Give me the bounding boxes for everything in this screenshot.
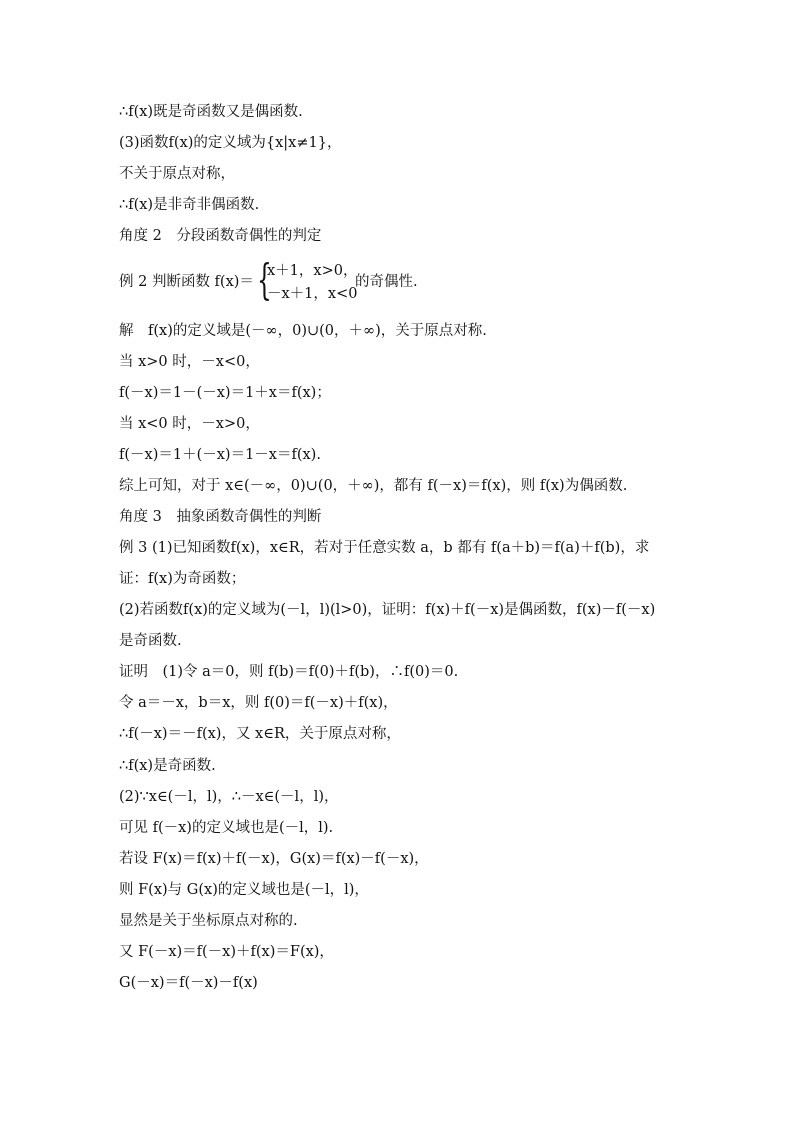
text-line: 例 3 (1)已知函数f(x)，x∈R，若对于任意实数 a，b 都有 f(a＋b)＝f(a)＋f(b)，求	[119, 540, 650, 556]
text-line: ∴f(x)是非奇非偶函数.	[119, 197, 260, 213]
text-line: 不关于原点对称，	[119, 166, 235, 182]
example-2-suffix: 的奇偶性.	[355, 274, 418, 290]
section-heading: 角度 2 分段函数奇偶性的判定	[119, 228, 322, 244]
text-line: f(－x)＝1－(－x)＝1＋x＝f(x)；	[119, 385, 331, 401]
text-line: 证明 (1)令 a＝0，则 f(b)＝f(0)＋f(b)，∴f(0)＝0.	[119, 664, 459, 680]
text-line: 当 x<0 时，－x>0，	[119, 416, 260, 432]
left-brace-symbol: {	[257, 255, 272, 304]
text-line: 综上可知，对于 x∈(－∞，0)∪(0，＋∞)，都有 f(－x)＝f(x)，则 f(x)为偶函数.	[119, 478, 628, 494]
text-line: 显然是关于坐标原点对称的.	[119, 913, 298, 929]
text-line: (2)若函数f(x)的定义域为(－l，l)(l>0)，证明：f(x)＋f(－x)是偶函数，f(x)－f(－x)	[119, 602, 656, 618]
piecewise-case-1: x＋1，x>0，	[267, 263, 358, 279]
text-line: ∴f(－x)＝－f(x)，又 x∈R，关于原点对称，	[119, 726, 401, 742]
text-line: 若设 F(x)＝f(x)＋f(－x)，G(x)＝f(x)－f(－x)，	[119, 851, 429, 867]
text-line: ∴f(x)是奇函数.	[119, 758, 216, 774]
piecewise-case-2: －x＋1，x<0	[267, 286, 358, 302]
text-line: 是奇函数.	[119, 633, 182, 649]
text-line: ∴f(x)既是奇函数又是偶函数.	[119, 104, 303, 120]
text-line: (2)∵x∈(－l，l)，∴－x∈(－l，l)，	[119, 789, 339, 805]
text-line: 又 F(－x)＝f(－x)＋f(x)＝F(x)，	[119, 944, 334, 960]
text-line: (3)函数f(x)的定义域为{x|x≠1}，	[119, 135, 342, 151]
text-line: G(－x)＝f(－x)－f(x)	[119, 975, 258, 991]
text-line: 当 x>0 时，－x<0，	[119, 354, 260, 370]
text-line: f(－x)＝1＋(－x)＝1－x＝f(x).	[119, 447, 321, 463]
text-line: 证：f(x)为奇函数；	[119, 571, 246, 587]
example-2-prefix: 例 2 判断函数 f(x)＝	[119, 274, 254, 290]
text-line: 解 f(x)的定义域是(－∞，0)∪(0，＋∞)，关于原点对称.	[119, 323, 487, 339]
text-line: 令 a＝－x，b＝x，则 f(0)＝f(－x)＋f(x)，	[119, 695, 398, 711]
text-line: 可见 f(－x)的定义域也是(－l，l).	[119, 820, 334, 836]
text-line: 则 F(x)与 G(x)的定义域也是(－l，l)，	[119, 882, 369, 898]
section-heading: 角度 3 抽象函数奇偶性的判断	[119, 509, 322, 525]
